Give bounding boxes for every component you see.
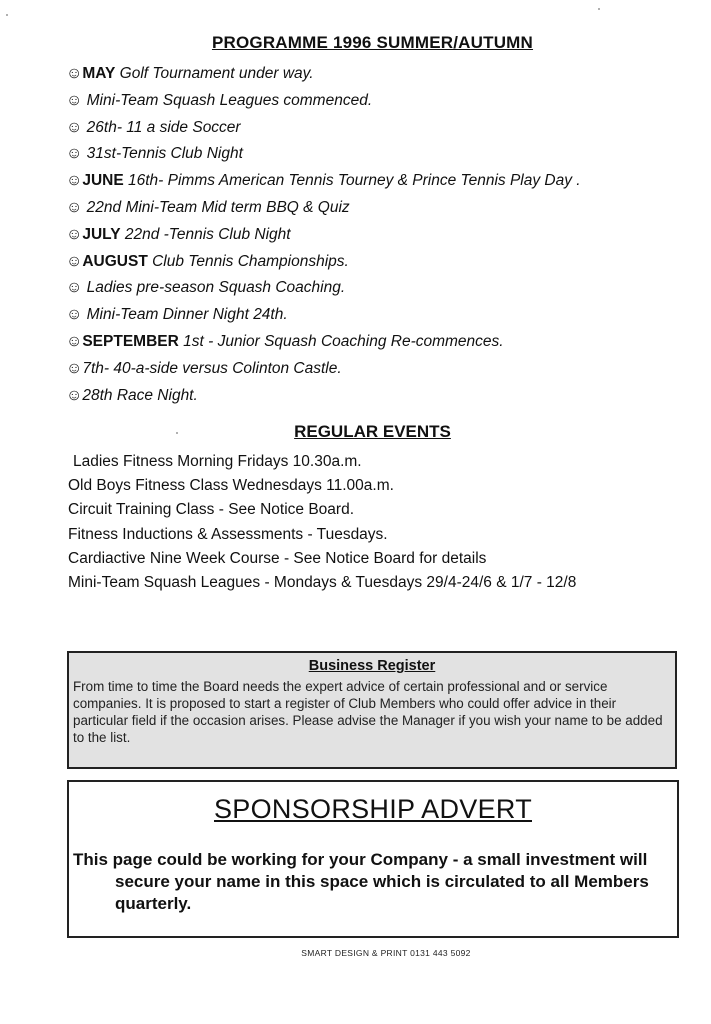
programme-month: SEPTEMBER: [82, 332, 179, 350]
smiley-icon: ☺: [66, 65, 83, 82]
regular-events-title: REGULAR EVENTS: [294, 422, 451, 441]
programme-item: [66, 223, 581, 250]
programme-text: 28th Race Night.: [82, 386, 198, 404]
smiley-icon: ☺: [66, 91, 83, 109]
regular-event-item: Circuit Training Class - See Notice Board.: [68, 501, 355, 519]
programme-title: PROGRAMME 1996 SUMMER/AUTUMN: [211, 33, 534, 52]
smiley-icon: ☺: [66, 306, 83, 324]
programme-text: 16th- Pimms American Tennis Tourney & Prince Tennis Play Day .: [123, 172, 581, 190]
printer-credit: SMART DESIGN & PRINT 0131 443 5092: [301, 948, 471, 958]
programme-text: Club Tennis Championships.: [147, 252, 349, 270]
smiley-icon: ☺: [66, 359, 83, 377]
sponsorship-body: This page could be working for your Company - a small investment will secure your name in this space which is circulated to all Members quarterly.: [73, 850, 649, 913]
regular-event-item: Cardiactive Nine Week Course - See Notice Board for details: [68, 549, 487, 567]
programme-text: 7th- 40-a-side versus Colinton Castle.: [82, 359, 342, 377]
programme-item: [66, 62, 581, 89]
programme-item: [66, 89, 581, 116]
programme-text: 22nd Mini-Team Mid term BBQ & Quiz: [82, 198, 350, 216]
programme-item: [66, 116, 581, 143]
regular-event-item: Ladies Fitness Morning Fridays 10.30a.m.: [73, 453, 362, 470]
programme-item: [66, 330, 581, 357]
scan-speck: [598, 8, 600, 10]
programme-month: JULY: [82, 225, 121, 243]
programme-list: [66, 62, 581, 410]
regular-event-item: Fitness Inductions & Assessments - Tuesdays.: [68, 525, 388, 543]
programme-text: 22nd -Tennis Club Night: [120, 225, 291, 243]
scan-speck: [176, 432, 178, 434]
programme-item: [66, 250, 581, 277]
programme-item: [66, 196, 581, 223]
sponsorship-title: SPONSORSHIP ADVERT: [214, 794, 532, 824]
programme-month: JUNE: [82, 172, 124, 190]
regular-events-list: [68, 451, 576, 596]
smiley-icon: ☺: [66, 118, 83, 136]
programme-month: AUGUST: [82, 252, 148, 270]
programme-month: MAY: [82, 65, 116, 82]
smiley-icon: ☺: [66, 332, 83, 350]
smiley-icon: ☺: [66, 145, 83, 163]
business-register-body: From time to time the Board needs the expert advice of certain professional and or service companies. It is proposed to start a register of Club Members who could offer advice in their particular field if the occasion arises. Please advise the Manager if you wish your name to be added to the list.: [73, 679, 663, 745]
programme-item: [66, 303, 581, 330]
programme-text: Mini-Team Dinner Night 24th.: [82, 306, 288, 324]
sponsorship-box: [67, 780, 679, 938]
business-register-title: Business Register: [308, 658, 436, 674]
programme-text: 26th- 11 a side Soccer: [82, 118, 241, 136]
programme-item: [66, 276, 581, 303]
regular-event-item: Old Boys Fitness Class Wednesdays 11.00a.m.: [68, 477, 394, 495]
programme-item: [66, 384, 581, 411]
smiley-icon: ☺: [66, 252, 83, 270]
programme-text: Golf Tournament under way.: [115, 65, 314, 82]
programme-item: [66, 357, 581, 384]
business-register-box: [67, 651, 677, 769]
smiley-icon: ☺: [66, 172, 83, 190]
programme-text: 31st-Tennis Club Night: [82, 145, 243, 163]
programme-text: Ladies pre-season Squash Coaching.: [82, 279, 346, 297]
smiley-icon: ☺: [66, 225, 83, 243]
regular-event-item: Mini-Team Squash Leagues - Mondays & Tuesdays 29/4-24/6 & 1/7 - 12/8: [68, 573, 577, 591]
smiley-icon: ☺: [66, 386, 83, 404]
smiley-icon: ☺: [66, 279, 83, 297]
programme-text: 1st - Junior Squash Coaching Re-commences.: [178, 332, 504, 350]
smiley-icon: ☺: [66, 198, 83, 216]
programme-text: Mini-Team Squash Leagues commenced.: [82, 91, 373, 109]
scan-speck: [6, 14, 8, 16]
programme-item: [66, 169, 581, 196]
programme-item: [66, 142, 581, 169]
